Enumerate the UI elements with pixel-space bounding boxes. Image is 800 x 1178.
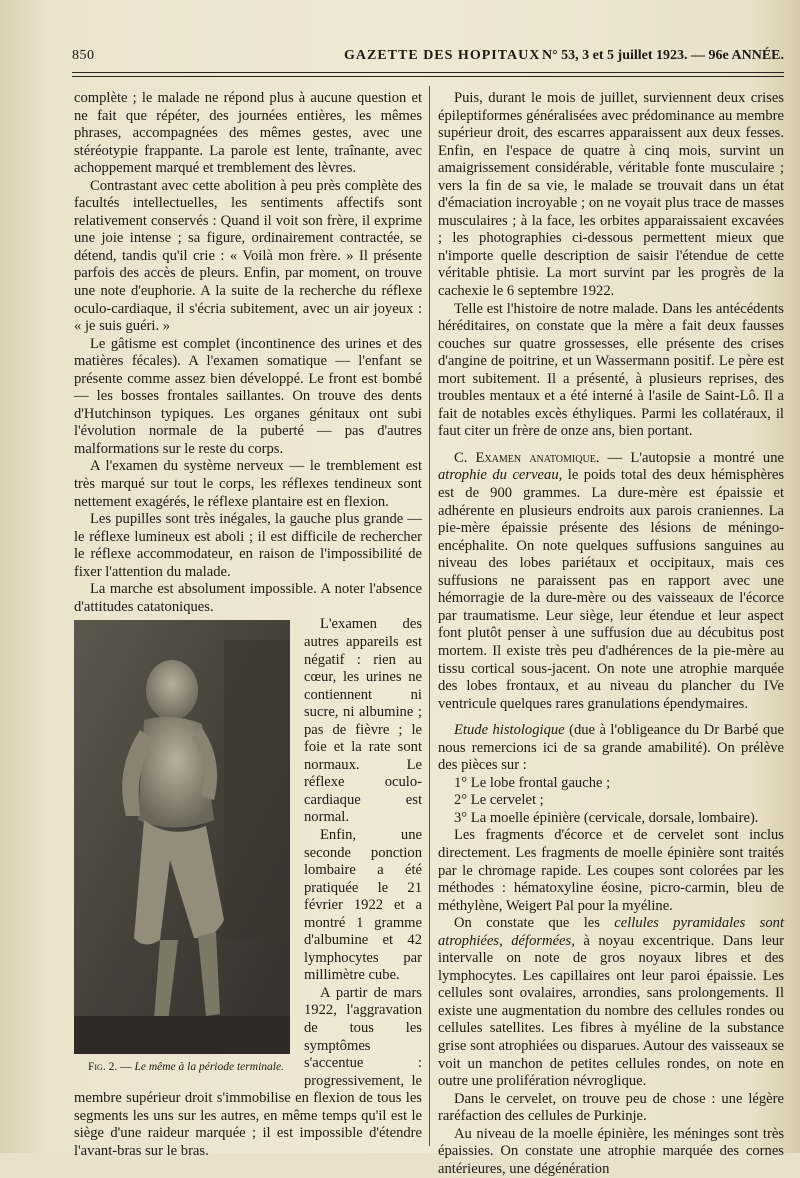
paragraph: A partir de mars 1922, l'aggravation de tous les symptômes s'accentue : progressivement, le membre supérieur droit s'immobilise en flexion de tous les segments les uns sur les autres, en même temps qu'il est le siège d'une raideur marquée ; il est impossible d'étendre l'avant-bras sur le bras. <box>74 984 422 1159</box>
page-number: 850 <box>72 48 95 63</box>
paragraph: L'examen des autres appareils est négatif : rien au cœur, les urines ne contiennent ni sucre, ni albumine ; pas de fièvre ; le foie et la rate sont normaux. Le réflexe oculo-cardiaque est normal. <box>304 616 422 826</box>
patient-photograph <box>74 620 290 1054</box>
issue-info: N° 53, 3 et 5 juillet 1923. — 96e ANNÉE. <box>541 48 784 63</box>
journal-title: GAZETTE DES HOPITAUX <box>344 48 541 63</box>
histology-paragraph <box>438 722 784 775</box>
paragraph: complète ; le malade ne répond plus à aucune question et ne fait que répéter, des journées entières, les mêmes phrases, accompagnées des mêmes gestes, avec une stéréotypie frappante. La parole est lente, traînante, avec achoppement marqué et tremblement des lèvres. <box>74 90 422 177</box>
paragraph: A l'examen du système nerveux — le tremblement est très marqué sur tout le corps, les réflexes tendineux sont nettement exagérés, le réflexe plantaire est en flexion. <box>74 458 422 510</box>
paragraph <box>438 915 784 1090</box>
caption-dash: — <box>117 1061 135 1074</box>
list-item: 2° Le cervelet ; <box>454 792 544 809</box>
section-c-paragraph <box>438 450 784 713</box>
text-run: — L'autopsie a montré une <box>599 449 784 466</box>
list-item: 3° La moelle épinière (cervicale, dorsale, lombaire). <box>454 809 759 826</box>
paragraph: Contrastant avec cette abolition à peu près complète des facultés intellectuelles, les sentiments affectifs sont relativement conservés : Quand il voit son frère, il exprime une joie intense ; sa figure, ordinairement contractée, se détend, tandis qu'il crie : « Voilà mon frère. » Il présente parfois des accès de pleurs. Enfin, par moment, on trouve une note d'euphorie. A la suite de la recherche du réflexe oculo-cardiaque, il s'écria subitement, avec un air joyeux : « je suis guéri. » <box>74 177 422 335</box>
figure-label: Fig. 2. <box>88 1061 118 1074</box>
text-run: à noyau excentrique. Dans leur intervalle on note de gros noyaux libres et des lymphocytes. Les capillaires ont leur paroi épaissie. Les cellules sont ovalaires, arrondies, sans prolongements. Il existe une augmentation du nombre des cellules rondes ou cellules satellites. Les fibres à myéline de la substance grise sont atrophiées ou disparues. Autour des vaisseaux se voit un manchon de petites cellules rondes, on note en outre une prolifération névroglique. <box>438 932 785 1090</box>
text-run: le poids total des deux hémisphères est de 900 grammes. La dure-mère est épaissie et adhérente en plusieurs endroits aux parois craniennes. La pie-mère épaissie présente des lésions de méningo-encéphalite. On note quelques suffusions sanguines au niveau des lobes pariétaux et occipitaux, mais ces suffusions ne paraissent pas en rapport avec une hémorragie de la dure-mère ou des vaisseaux de l'écorce par traumatisme. Leur siège, leur étendue et leur aspect font plutôt penser à une suffusion due au décubitus post mortem. Il existe très peu d'adhérences de la pie-mère au tissu cortical sous-jacent. On note une atrophie marquée des lobes frontaux, et au niveau du plancher du IVe ventricule quelques rares granulations épendymaires. <box>438 467 784 712</box>
paragraph: Les fragments d'écorce et de cervelet sont inclus directement. Les fragments de moelle épinière sont traités par le chromage rapide. Les coupes sont colorées par les méthodes : hématoxyline éosine, picro-carmin, bleu de méthylène, Weigert Pal pour la myéline. <box>438 827 784 914</box>
figure <box>74 620 296 1082</box>
section-heading: C. Examen anatomique. <box>454 449 600 466</box>
section-gap <box>438 713 784 722</box>
right-column <box>438 90 784 1178</box>
paragraph: Telle est l'histoire de notre malade. Dans les antécédents héréditaires, on constate que la mère a fait deux fausses couches sur quatre grossesses, elle présente des crises d'angine de poitrine, et un Wassermann positif. Le père est mort subitement. Il a présenté, à plusieurs reprises, des troubles mentaux et a été interné à l'asile de Saint-Lô. Il a fait de notables excès éthyliques. Parmi les collatéraux, il faut citer un frère de onze ans, bien portant. <box>438 300 784 440</box>
paragraph: Les pupilles sont très inégales, la gauche plus grande — le réflexe lumineux est aboli ; il est difficile de rechercher le réflexe accommodateur, en raison de l'impossibilité de fixer l'attention du malade. <box>74 511 422 580</box>
paragraph: Le gâtisme est complet (incontinence des urines et des matières fécales). A l'examen somatique — l'enfant se présente comme assez bien développé. Le front est bombé — les bosses frontales saillantes. On trouve des dents d'Hutchinson typiques. Les organes génitaux ont subi l'évolution normale de la puberté — pas d'autres malformations sur le reste du corps. <box>74 335 422 457</box>
list-item: 1° Le lobe frontal gauche ; <box>454 774 611 791</box>
paragraph: Dans le cervelet, on trouve peu de chose : une légère raréfaction des cellules de Purkinje. <box>438 1090 784 1125</box>
emphasis: cellules pyramidales sont atrophiées, déformées, <box>438 915 784 949</box>
paragraph: Au niveau de la moelle épinière, les méninges sont très épaissies. On constate une atrophie marquée des cornes antérieures, une dégénération <box>438 1125 784 1177</box>
paragraph: Enfin, une seconde ponction lombaire a été pratiquée le 21 février 1922 et a montré 1 gramme d'albumine et 42 lymphocytes par millimètre cube. <box>304 826 422 984</box>
caption-text: Le même à la période terminale. <box>134 1061 284 1074</box>
figure-caption <box>74 1060 290 1074</box>
subheading: Etude histologique <box>454 722 565 739</box>
text-run: On constate que les <box>454 915 615 932</box>
section-gap <box>438 441 784 450</box>
text-run: (due à l'obligeance du Dr Barbé que nous remercions ici de sa grande amabilité). On prélève des pièces sur : <box>438 722 784 774</box>
specimen-list <box>438 775 784 828</box>
header-rule-thin <box>72 76 784 77</box>
column-divider <box>429 86 430 1146</box>
running-header <box>72 48 784 70</box>
paragraph: La marche est absolument impossible. A noter l'absence d'attitudes catatoniques. <box>74 581 422 615</box>
photo-image <box>74 620 290 1054</box>
emphasis: atrophie du cerveau, <box>438 467 563 484</box>
header-rule <box>72 72 784 73</box>
paragraph: Puis, durant le mois de juillet, surviennent deux crises épileptiformes généralisées avec prédominance au membre supérieur droit, des escarres apparaissent aux deux fesses. Enfin, en l'espace de quatre à cinq mois, survint un amaigrissement considérable, véritable fonte musculaire ; vers la fin de sa vie, le malade se trouvait dans un état d'émaciation incroyable ; on ne voyait plus trace de masses musculaires ; à la face, les orbites apparaissaient excavées ; les photographies ci-dessous permettent mieux que n'importe quelle description de saisir l'étendue de cette véritable phtisie. La mort survint par les progrès de la cachexie le 6 septembre 1922. <box>438 90 784 300</box>
left-column <box>74 90 422 1160</box>
